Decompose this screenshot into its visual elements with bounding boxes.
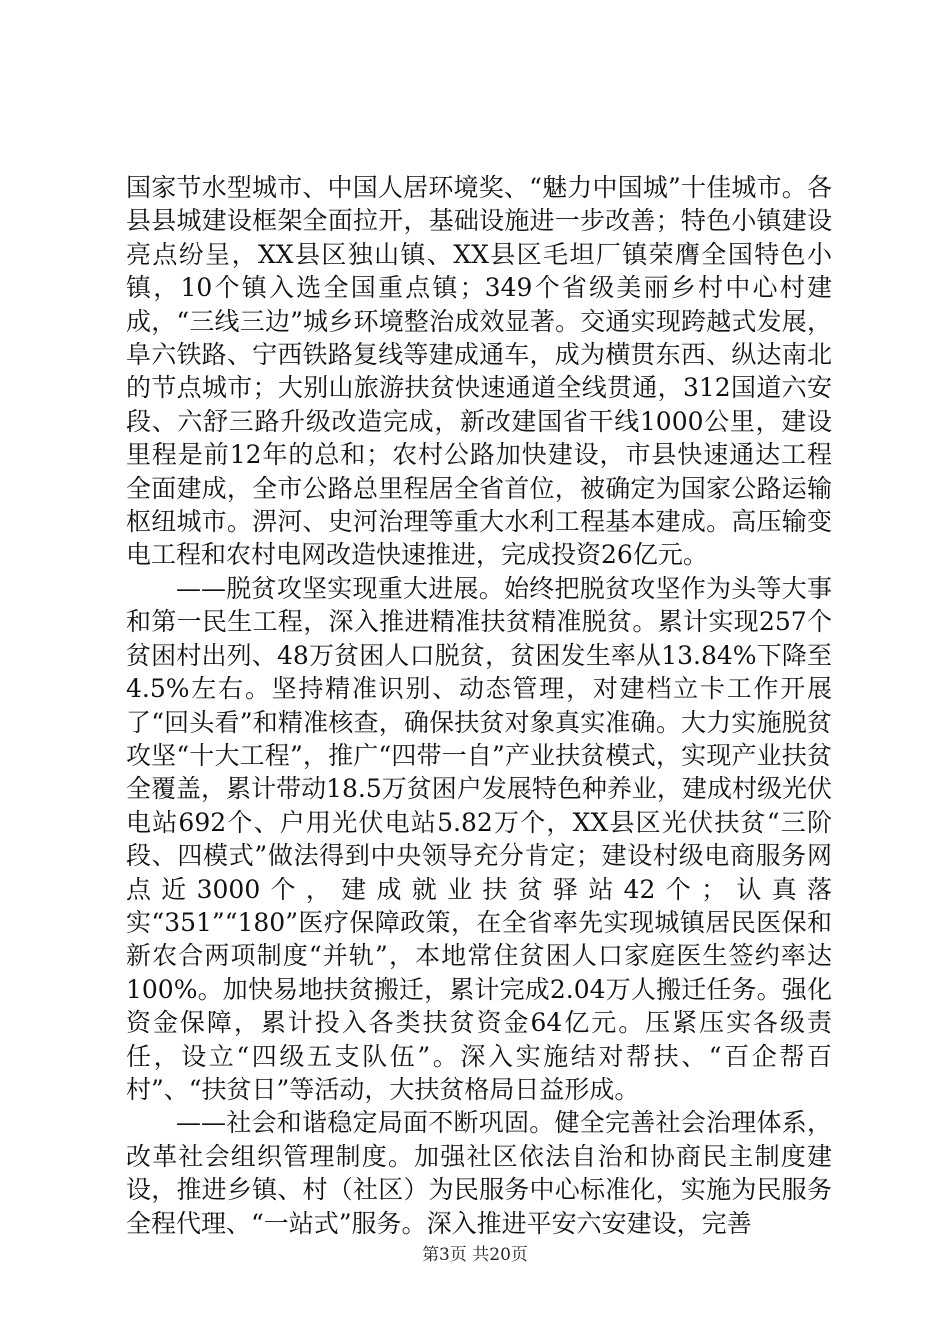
paragraph-poverty-alleviation: ——脱贫攻坚实现重大进展。始终把脱贫攻坚作为头等大事和第一民生工程，深入推进精准扶贫精准脱贫。累计实现257个贫困村出列、48万贫困人口脱贫，贫困发生率从13.84%下降至4.5%左右。坚持精准识别、动态管理，对建档立卡工作开展了“回头看”和精准核查，确保扶贫对象真实准确。大力实施脱贫攻坚“十大工程”，推广“四带一自”产业扶贫模式，实现产业扶贫全覆盖，累计带动18.5万贫困户发展特色种养业，建成村级光伏电站692个、户用光伏电站5.82万个，XX县区光伏扶贫“三阶段、四模式”做法得到中央领导充分肯定；建设村级电商服务网点近3000个，建成就业扶贫驿站42个；认真落实“351”“180”医疗保障政策，在全省率先实现城镇居民医保和新农合两项制度“并轨”，本地常住贫困人口家庭医生签约率达100%。加快易地扶贫搬迁，累计完成2.04万人搬迁任务。强化资金保障，累计投入各类扶贫资金64亿元。压紧压实各级责任，设立“四级五支队伍”。深入实施结对帮扶、“百企帮百村”、“扶贫日”等活动，大扶贫格局日益形成。 [126,573,832,1104]
page-footer: 第3页 共20页 [422,1245,528,1265]
paragraph-social-stability: ——社会和谐稳定局面不断巩固。健全完善社会治理体系，改革社会组织管理制度。加强社区依法自治和协商民主制度建设，推进乡镇、村（社区）为民服务中心标准化，实施为民服务全程代理、“一站式”服务。深入推进平安六安建设，完善 [126,1108,832,1238]
paragraph-urban-construction: 国家节水型城市、中国人居环境奖、“魅力中国城”十佳城市。各县县城建设框架全面拉开，基础设施进一步改善；特色小镇建设亮点纷呈，XX县区独山镇、XX县区毛坦厂镇荣膺全国特色小镇，10个镇入选全国重点镇；349个省级美丽乡村中心村建成，“三线三边”城乡环境整治成效显著。交通实现跨越式发展，阜六铁路、宁西铁路复线等建成通车，成为横贯东西、纵达南北的节点城市；大别山旅游扶贫快速通道全线贯通，312国道六安段、六舒三路升级改造完成，新改建国省干线1000公里，建设里程是前12年的总和；农村公路加快建设，市县快速通达工程全面建成，全市公路总里程居全省首位，被确定为国家公路运输枢纽城市。淠河、史河治理等重大水利工程基本建成。高压输变电工程和农村电网改造快速推进，完成投资26亿元。 [126,173,832,570]
document-body [126,171,832,1240]
